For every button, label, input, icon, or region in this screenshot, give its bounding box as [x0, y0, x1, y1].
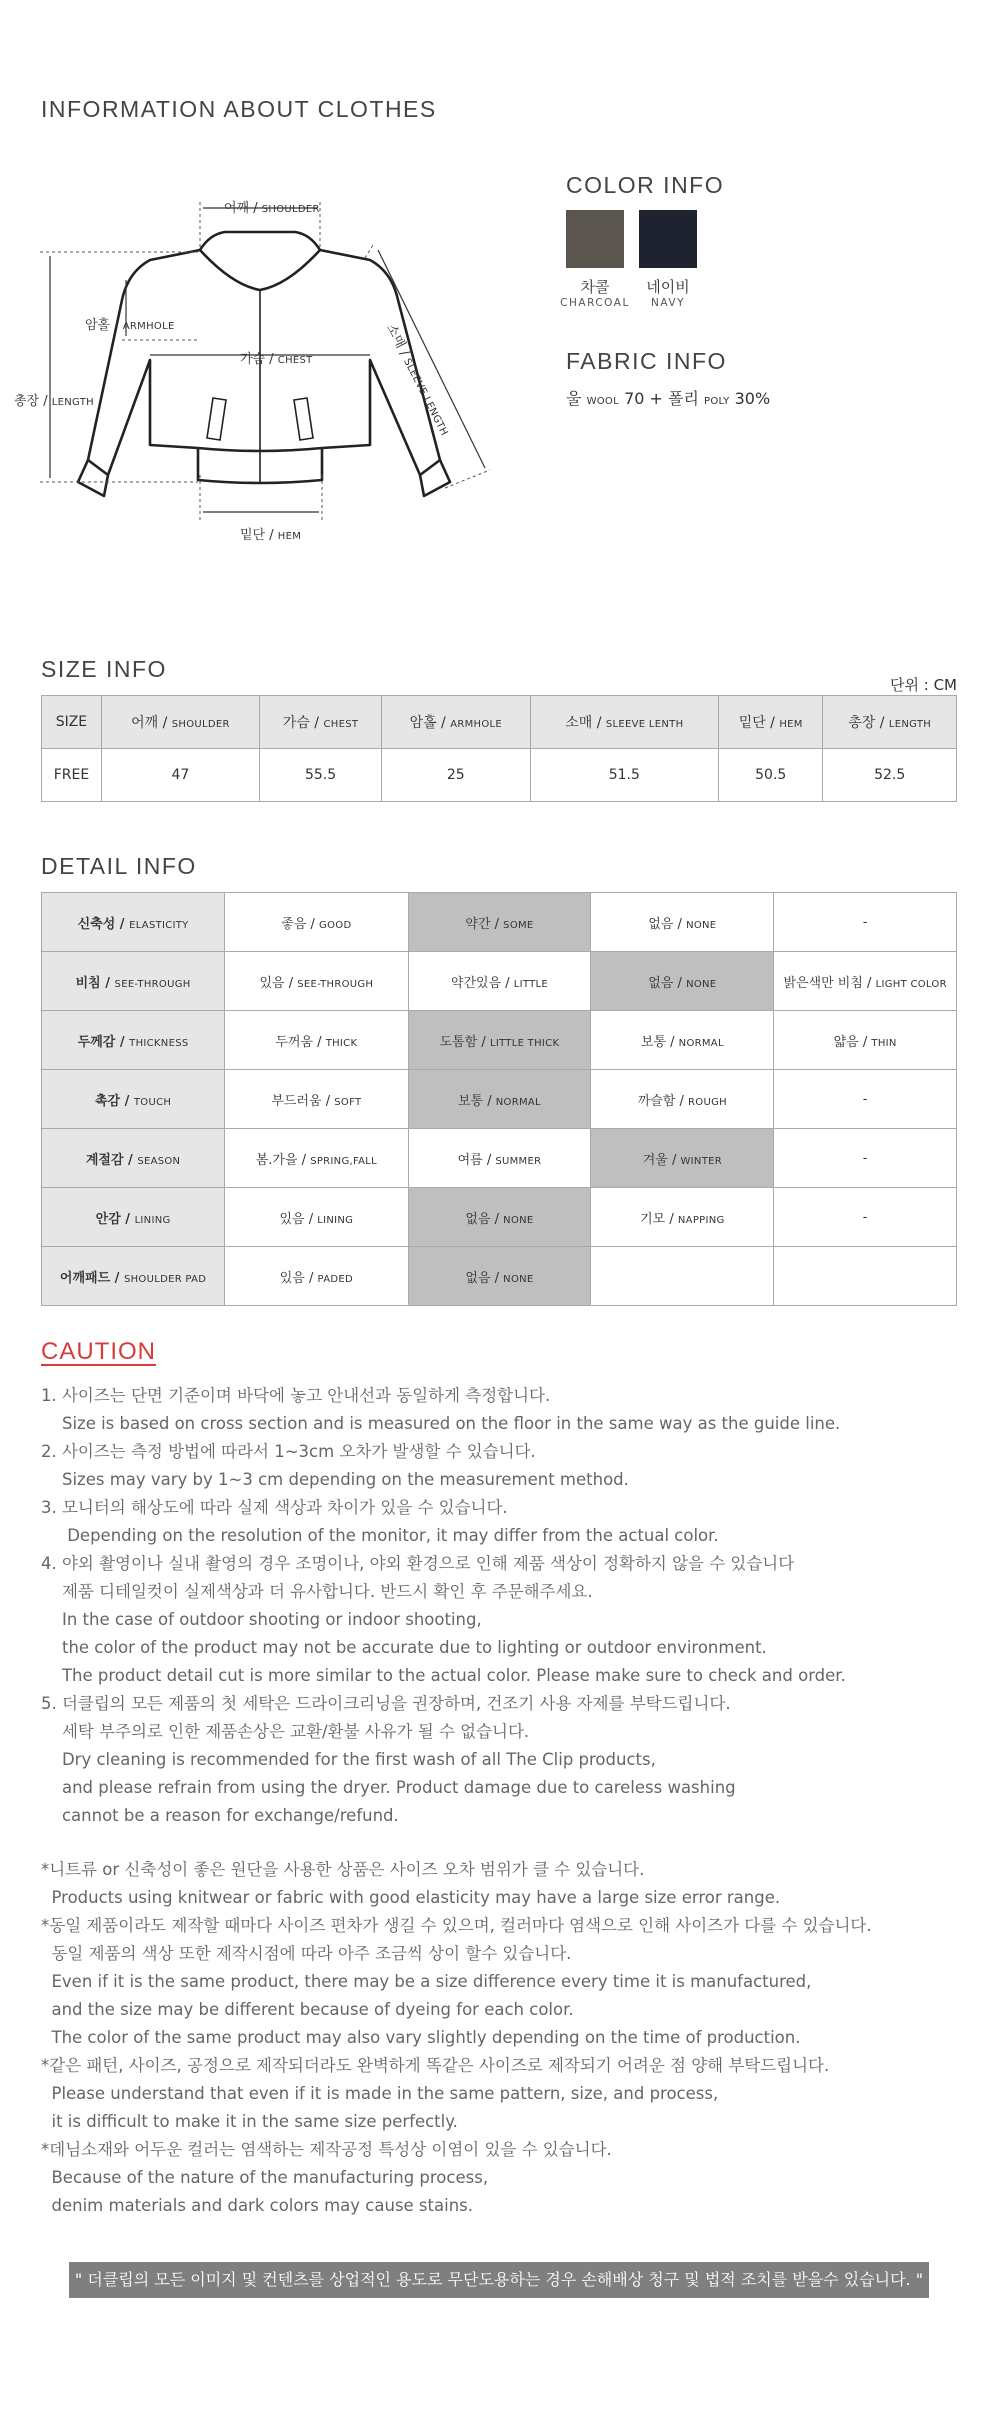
detail-row [42, 893, 957, 952]
detail-cell-selected: 없음 / NONE [408, 1247, 591, 1306]
detail-category-cell: 계절감 / SEASON [42, 1129, 225, 1188]
detail-cell: 얇음 / THIN [774, 1011, 957, 1070]
caution-line: The product detail cut is more similar to the actual color. Please make sure to check and order. [41, 1666, 846, 1685]
detail-cell-selected: 도톰함 / LITTLE THICK [408, 1011, 591, 1070]
detail-cell-selected: 보통 / NORMAL [408, 1070, 591, 1129]
color-label-navy: 네이비 NAVY [646, 278, 690, 309]
size-cell: 47 [101, 749, 259, 802]
caution-line: Products using knitwear or fabric with good elasticity may have a large size error range. [41, 1888, 781, 1907]
detail-cell: 있음 / LINING [225, 1188, 408, 1247]
detail-cell: 여름 / SUMMER [408, 1129, 591, 1188]
caution-line: 제품 디테일컷이 실제색상과 더 유사합니다. 반드시 확인 후 주문해주세요. [41, 1582, 593, 1601]
caution-line: Even if it is the same product, there may be a size difference every time it is manufactured, [41, 1972, 812, 1991]
caution-notes-list [41, 1856, 961, 2220]
detail-cell [774, 1247, 957, 1306]
detail-cell: 없음 / NONE [591, 893, 774, 952]
caution-line: The color of the same product may also vary slightly depending on the time of production. [41, 2028, 801, 2047]
caution-line: Please understand that even if it is made in the same pattern, size, and process, [41, 2084, 719, 2103]
fabric-info-title: FABRIC INFO [566, 348, 727, 374]
size-cell: 52.5 [823, 749, 957, 802]
size-unit: 단위 : CM [890, 676, 957, 694]
detail-row [42, 1247, 957, 1306]
detail-cell: 보통 / NORMAL [591, 1011, 774, 1070]
detail-category-cell: 비침 / SEE-THROUGH [42, 952, 225, 1011]
detail-row [42, 1011, 957, 1070]
detail-cell [591, 1247, 774, 1306]
size-header-cell: 총장 / LENGTH [823, 696, 957, 749]
jacket-diagram [0, 190, 540, 550]
caution-line: 동일 제품의 색상 또한 제작시점에 따라 아주 조금씩 상이 할수 있습니다. [41, 1944, 572, 1963]
jacket-details [207, 290, 313, 482]
detail-cell: 기모 / NAPPING [591, 1188, 774, 1247]
size-header-cell: 어깨 / SHOULDER [101, 696, 259, 749]
caution-line: *니트류 or 신축성이 좋은 원단을 사용한 상품은 사이즈 오차 범위가 클 수 있습니다. [41, 1860, 645, 1879]
size-header-cell: 가슴 / CHEST [260, 696, 382, 749]
size-row-free [42, 749, 957, 802]
caution-line: and please refrain from using the dryer. Product damage due to careless washing [41, 1778, 736, 1797]
detail-cell: - [774, 1129, 957, 1188]
detail-category-cell: 어깨패드 / SHOULDER PAD [42, 1247, 225, 1306]
size-cell: 55.5 [260, 749, 382, 802]
caution-numbered-list [41, 1382, 961, 1830]
caution-line: Size is based on cross section and is measured on the floor in the same way as the guide line. [41, 1414, 841, 1433]
size-cell: FREE [42, 749, 102, 802]
detail-cell: 좋음 / GOOD [225, 893, 408, 952]
caution-line: and the size may be different because of dyeing for each color. [41, 2000, 574, 2019]
detail-row [42, 1070, 957, 1129]
info-title: INFORMATION ABOUT CLOTHES [41, 96, 437, 122]
size-header-cell: 암홀 / ARMHOLE [382, 696, 531, 749]
detail-cell: - [774, 893, 957, 952]
label-length: 총장 / LENGTH [14, 394, 94, 409]
size-cell: 50.5 [719, 749, 823, 802]
caution-line: In the case of outdoor shooting or indoor shooting, [41, 1610, 482, 1629]
detail-cell-selected: 없음 / NONE [408, 1188, 591, 1247]
caution-line: 4. 야외 촬영이나 실내 촬영의 경우 조명이나, 야외 환경으로 인해 제품 색상이 정확하지 않을 수 있습니다 [41, 1554, 795, 1573]
detail-cell: 부드러움 / SOFT [225, 1070, 408, 1129]
size-header-cell: 밑단 / HEM [719, 696, 823, 749]
detail-cell: 봄.가을 / SPRING,FALL [225, 1129, 408, 1188]
copyright-banner: " 더클립의 모든 이미지 및 컨텐츠를 상업적인 용도로 무단도용하는 경우 손해배상 청구 및 법적 조치를 받을수 있습니다. " [69, 2262, 929, 2298]
caution-line: Sizes may vary by 1~3 cm depending on the measurement method. [41, 1470, 629, 1489]
detail-cell-selected: 약간 / SOME [408, 893, 591, 952]
color-label-charcoal: 차콜 CHARCOAL [560, 278, 630, 309]
caution-title: CAUTION [41, 1338, 156, 1365]
caution-line: Because of the nature of the manufacturing process, [41, 2168, 489, 2187]
caution-line: 세탁 부주의로 인한 제품손상은 교환/환불 사유가 될 수 없습니다. [41, 1722, 530, 1741]
detail-cell: 까슬함 / ROUGH [591, 1070, 774, 1129]
detail-cell: 밝은색만 비침 / LIGHT COLOR [774, 952, 957, 1011]
swatch-charcoal [566, 210, 624, 268]
caution-line: it is difficult to make it in the same size perfectly. [41, 2112, 458, 2131]
size-header-cell: SIZE [42, 696, 102, 749]
caution-line: denim materials and dark colors may cause stains. [41, 2196, 473, 2215]
caution-line: 3. 모니터의 해상도에 따라 실제 색상과 차이가 있을 수 있습니다. [41, 1498, 508, 1517]
swatch-navy [639, 210, 697, 268]
detail-cell: 있음 / PADED [225, 1247, 408, 1306]
detail-cell-selected: 겨울 / WINTER [591, 1129, 774, 1188]
size-header-row [42, 696, 957, 749]
detail-cell: - [774, 1070, 957, 1129]
size-cell: 51.5 [530, 749, 718, 802]
detail-table [41, 892, 957, 1306]
caution-line: Dry cleaning is recommended for the first wash of all The Clip products, [41, 1750, 656, 1769]
detail-row [42, 1129, 957, 1188]
label-hem: 밑단 / HEM [240, 528, 302, 543]
detail-category-cell: 신축성 / ELASTICITY [42, 893, 225, 952]
detail-category-cell: 두께감 / THICKNESS [42, 1011, 225, 1070]
label-sleeve: 소매 / SLEEVE LENGTH [383, 321, 450, 438]
fabric-composition: 울 WOOL 70 + 폴리 POLY 30% [566, 389, 771, 408]
color-info-title: COLOR INFO [566, 172, 725, 198]
size-table [41, 695, 957, 802]
label-shoulder: 어깨 / SHOULDER [224, 201, 320, 216]
detail-cell: 두꺼움 / THICK [225, 1011, 408, 1070]
caution-line: the color of the product may not be accurate due to lighting or outdoor environment. [41, 1638, 767, 1657]
detail-cell-selected: 없음 / NONE [591, 952, 774, 1011]
detail-cell: 약간있음 / LITTLE [408, 952, 591, 1011]
label-armhole: 암홀 / ARMHOLE [85, 318, 175, 333]
size-header-cell: 소매 / SLEEVE LENTH [530, 696, 718, 749]
detail-row [42, 952, 957, 1011]
size-info-title: SIZE INFO [41, 656, 167, 682]
caution-line: 5. 더클립의 모든 제품의 첫 세탁은 드라이크리닝을 권장하며, 건조기 사용 자제를 부탁드립니다. [41, 1694, 731, 1713]
label-chest: 가슴 / CHEST [240, 352, 313, 367]
detail-category-cell: 안감 / LINING [42, 1188, 225, 1247]
caution-line: *동일 제품이라도 제작할 때마다 사이즈 편차가 생길 수 있으며, 컬러마다 염색으로 인해 사이즈가 다를 수 있습니다. [41, 1916, 872, 1935]
detail-category-cell: 촉감 / TOUCH [42, 1070, 225, 1129]
size-cell: 25 [382, 749, 531, 802]
caution-line: cannot be a reason for exchange/refund. [41, 1806, 399, 1825]
caution-line: 2. 사이즈는 측정 방법에 따라서 1~3cm 오차가 발생할 수 있습니다. [41, 1442, 536, 1461]
caution-line: 1. 사이즈는 단면 기준이며 바닥에 놓고 안내선과 동일하게 측정합니다. [41, 1386, 551, 1405]
detail-cell: 있음 / SEE-THROUGH [225, 952, 408, 1011]
detail-row [42, 1188, 957, 1247]
caution-line: Depending on the resolution of the monitor, it may differ from the actual color. [41, 1526, 719, 1545]
caution-line: *데님소재와 어두운 컬러는 염색하는 제작공정 특성상 이염이 있을 수 있습니다. [41, 2140, 612, 2159]
detail-info-title: DETAIL INFO [41, 853, 197, 879]
detail-cell: - [774, 1188, 957, 1247]
caution-line: *같은 패턴, 사이즈, 공정으로 제작되더라도 완벽하게 똑같은 사이즈로 제작되기 어려운 점 양해 부탁드립니다. [41, 2056, 830, 2075]
